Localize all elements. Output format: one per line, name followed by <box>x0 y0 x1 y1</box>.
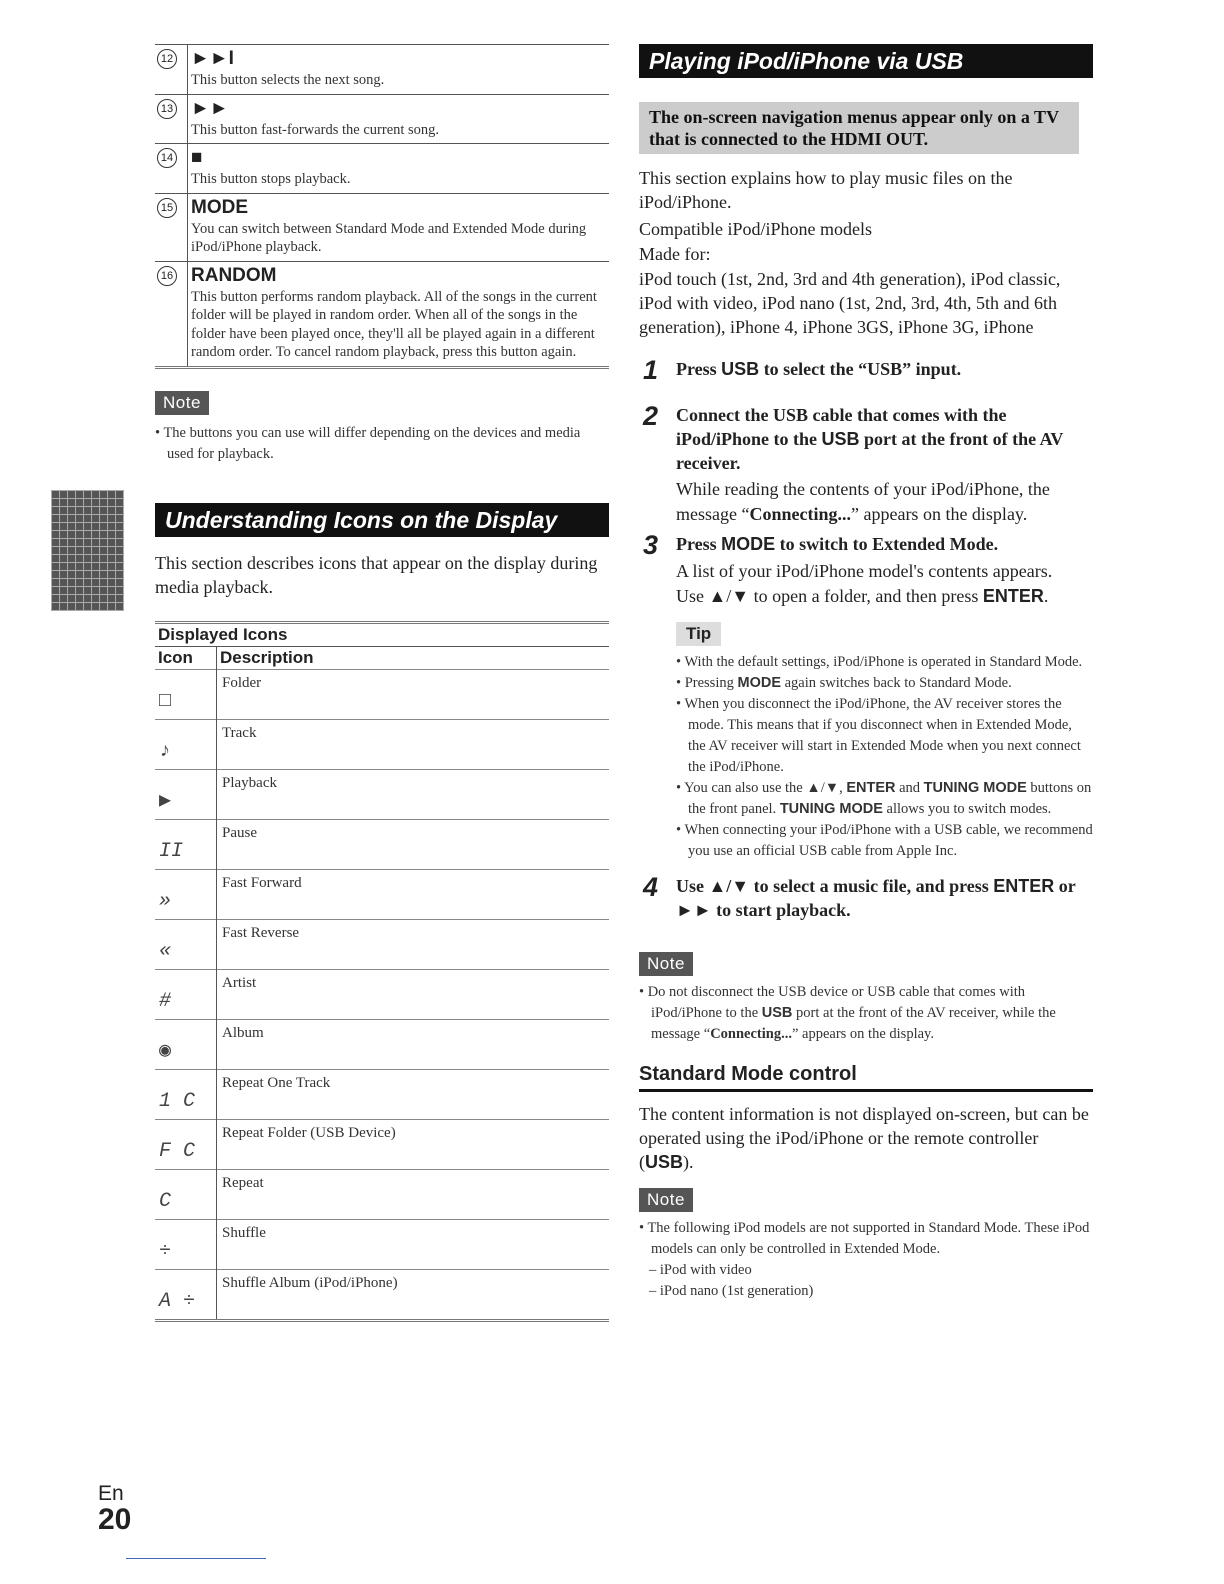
icon-cell <box>155 819 217 869</box>
icon-cell <box>155 719 217 769</box>
note-badge: Note <box>639 952 693 976</box>
list-divider <box>155 366 609 369</box>
key-label: ENTER <box>846 780 896 796</box>
button-description: This button fast-forwards the current song. <box>191 121 440 138</box>
description-cell: Fast Forward <box>217 869 610 919</box>
key-label: USB <box>645 1152 684 1172</box>
display-icon: ◉ <box>159 1039 172 1063</box>
left-note <box>155 391 609 465</box>
table-bottom <box>155 1319 609 1322</box>
key-label: USB <box>721 359 760 379</box>
button-name: RANDOM <box>191 264 277 286</box>
step-number: 1 <box>643 355 659 385</box>
description-cell: Shuffle Album (iPod/iPhone) <box>217 1269 610 1319</box>
icon-cell <box>155 1019 217 1069</box>
button-name: ►►I <box>191 48 234 69</box>
display-icon: A ÷ <box>159 1289 196 1313</box>
table-row <box>155 819 609 869</box>
left-column <box>155 44 609 1322</box>
button-entry <box>155 193 609 261</box>
description-cell: Fast Reverse <box>217 919 610 969</box>
note-text-part: Do not disconnect the USB device or USB cable that comes with iPod/iPhone to the <box>647 984 1026 1021</box>
table-row <box>155 669 609 719</box>
description-cell: Folder <box>217 669 610 719</box>
display-icon: C <box>159 1189 172 1213</box>
standard-mode-text <box>639 1102 1093 1174</box>
tip-text: You can also use the ▲/▼, <box>684 780 847 796</box>
paragraph-text: The content information is not displayed on-screen, but can be operated using the iPod/iPhone or the remote controller ( <box>639 1104 1089 1172</box>
key-label: ENTER <box>982 585 1044 606</box>
ipod-intro: This section explains how to play music files on the iPod/iPhone. <box>639 168 1013 212</box>
tip-badge: Tip <box>676 622 721 646</box>
description-cell: Repeat One Track <box>217 1069 610 1119</box>
step-1 <box>639 355 1093 385</box>
step-number: 4 <box>643 872 659 902</box>
display-icon: ▶ <box>159 789 172 813</box>
table-row <box>155 719 609 769</box>
icon-cell <box>155 869 217 919</box>
paragraph-text: ). <box>683 1152 694 1172</box>
display-icon: « <box>159 939 172 963</box>
note-text: • The following iPod models are not supported in Standard Mode. These iPod models can only be controlled in Extended Mode. <box>639 1218 1093 1260</box>
table-title: Displayed Icons <box>158 624 288 644</box>
step-text: to select the “USB” input. <box>759 359 962 379</box>
table-row <box>155 1019 609 1069</box>
row-divider <box>187 95 188 144</box>
table-row <box>155 1269 609 1319</box>
section-title-icons: Understanding Icons on the Display <box>155 503 609 537</box>
tip-box <box>676 622 1093 862</box>
note-dash-item: – iPod with video <box>649 1262 752 1278</box>
description-cell: Repeat <box>217 1169 610 1219</box>
step-body: Use ▲/▼ to open a folder, and then press <box>676 585 983 606</box>
description-cell: Shuffle <box>217 1219 610 1269</box>
hdmi-note: The on-screen navigation menus appear only on a TV that is connected to the HDMI OUT. <box>639 102 1079 154</box>
note-text <box>639 982 1093 1045</box>
section-title-ipod: Playing iPod/iPhone via USB <box>639 44 1093 78</box>
step-text: Press <box>676 534 722 554</box>
col-desc-header: Description <box>217 646 610 669</box>
icons-table <box>155 624 609 1319</box>
tip-item <box>676 778 1093 820</box>
button-name: ►► <box>191 97 229 119</box>
made-for-label: Made for: <box>639 244 711 264</box>
tip-text: again switches back to Standard Mode. <box>780 675 1012 691</box>
icons-table-wrap <box>155 621 609 1322</box>
step-text: Press <box>676 359 722 379</box>
description-cell: Album <box>217 1019 610 1069</box>
button-number: 13 <box>157 99 177 119</box>
page-number: 20 <box>98 1503 132 1536</box>
note-usb <box>639 952 1093 1045</box>
icon-cell <box>155 1269 217 1319</box>
tip-item: • With the default settings, iPod/iPhone is operated in Standard Mode. <box>676 652 1093 673</box>
step-body: . <box>1043 585 1049 606</box>
icon-cell <box>155 769 217 819</box>
key-label: USB <box>761 1005 793 1021</box>
row-divider <box>187 144 188 193</box>
table-row <box>155 769 609 819</box>
icon-cell <box>155 669 217 719</box>
tip-item <box>676 673 1093 694</box>
button-number: 14 <box>157 148 177 168</box>
icon-cell <box>155 1069 217 1119</box>
description-cell: Repeat Folder (USB Device) <box>217 1119 610 1169</box>
chapter-tab <box>51 490 124 611</box>
tip-text: Pressing <box>684 675 738 691</box>
tip-text: allows you to switch modes. <box>882 801 1052 817</box>
button-description: This button stops playback. <box>191 171 351 187</box>
tip-text: and <box>895 780 924 796</box>
button-description-list <box>155 44 609 366</box>
icon-cell <box>155 1169 217 1219</box>
display-icon: 1 C <box>159 1089 196 1113</box>
button-number: 16 <box>157 266 177 286</box>
icon-cell <box>155 919 217 969</box>
description-cell: Track <box>217 719 610 769</box>
display-icon: □ <box>159 689 172 713</box>
col-icon-header: Icon <box>155 646 217 669</box>
message-text: Connecting... <box>749 503 851 524</box>
compatible-models-heading: Compatible iPod/iPhone models <box>639 219 872 239</box>
message-text: Connecting... <box>710 1026 792 1042</box>
language-label: En <box>98 1482 124 1505</box>
description-cell: Artist <box>217 969 610 1019</box>
tip-item: • When connecting your iPod/iPhone with a USB cable, we recommend you use an official USB cable from Apple Inc. <box>676 820 1093 862</box>
step-text: port at the front of the AV receiver. <box>676 429 1064 473</box>
icon-cell <box>155 1219 217 1269</box>
row-divider <box>187 262 188 366</box>
row-divider <box>187 194 188 261</box>
table-row <box>155 1069 609 1119</box>
table-row <box>155 969 609 1019</box>
step-body: ” appears on the display. <box>850 503 1028 524</box>
step-number: 3 <box>643 530 659 560</box>
key-label: MODE <box>737 675 781 691</box>
row-divider <box>187 45 188 94</box>
description-cell: Pause <box>217 819 610 869</box>
icon-cell <box>155 969 217 1019</box>
button-name: ■ <box>191 147 203 168</box>
note-badge: Note <box>639 1188 693 1212</box>
step-body: While reading the contents of your iPod/iPhone, the message “ <box>676 479 1050 524</box>
step-3 <box>639 532 1093 862</box>
tip-text: buttons on the front panel. <box>688 780 1092 817</box>
description-cell: Playback <box>217 769 610 819</box>
display-icon: ÷ <box>159 1239 172 1263</box>
table-row <box>155 1169 609 1219</box>
key-label: MODE <box>721 534 776 554</box>
step-body: A list of your iPod/iPhone model's contents appears. <box>676 561 1053 581</box>
note-text-part: ” appears on the display. <box>791 1026 934 1042</box>
key-label: ENTER <box>993 876 1055 896</box>
button-entry <box>155 44 609 94</box>
note-text: • The buttons you can use will differ depending on the devices and media used for playback. <box>155 423 609 465</box>
right-column <box>639 44 1093 1302</box>
standard-mode-heading: Standard Mode control <box>639 1063 1093 1092</box>
step-2 <box>639 403 1093 526</box>
step-text: or ►► to start playback. <box>676 876 1076 920</box>
table-row <box>155 869 609 919</box>
button-description: You can switch between Standard Mode and Extended Mode during iPod/iPhone playback. <box>191 220 587 255</box>
button-entry <box>155 143 609 193</box>
button-number: 12 <box>157 49 177 69</box>
note-standard-mode <box>639 1188 1093 1302</box>
step-4 <box>639 874 1093 922</box>
note-dash-item: – iPod nano (1st generation) <box>649 1283 814 1299</box>
button-entry <box>155 261 609 366</box>
display-icon: ♪ <box>159 739 172 763</box>
table-row <box>155 919 609 969</box>
step-text: Use ▲/▼ to select a music file, and press <box>676 876 994 896</box>
button-description: This button selects the next song. <box>191 72 385 88</box>
footer-rule <box>126 1558 266 1559</box>
table-row <box>155 1219 609 1269</box>
display-icon: # <box>159 989 172 1013</box>
table-row <box>155 1119 609 1169</box>
display-icon: II <box>159 839 184 863</box>
button-entry <box>155 94 609 144</box>
button-number: 15 <box>157 198 177 218</box>
display-icon: F C <box>159 1139 196 1163</box>
step-number: 2 <box>643 401 659 431</box>
note-badge: Note <box>155 391 209 415</box>
icon-cell <box>155 1119 217 1169</box>
button-name: MODE <box>191 196 248 218</box>
note-text-part: port at the front of the AV receiver, while the message “ <box>651 1005 1056 1042</box>
key-label: TUNING MODE <box>779 801 883 817</box>
page-footer <box>98 1482 131 1534</box>
key-label: TUNING MODE <box>923 780 1027 796</box>
tip-item: • When you disconnect the iPod/iPhone, the AV receiver stores the mode. This means that if you disconnect when in Extended Mode, the AV receiver will start in Extended Mode when you next connect the iPod/iPhone. <box>676 694 1093 778</box>
step-text: to switch to Extended Mode. <box>775 534 999 554</box>
display-icon: » <box>159 889 172 913</box>
step-text: Connect the USB cable that comes with the iPod/iPhone to the <box>676 405 1007 449</box>
button-description: This button performs random playback. All of the songs in the current folder will be played in random order. When all of the songs in the folder have been played once, they'll all be played again in a different random order. To cancel random playback, press this button again. <box>191 288 597 360</box>
models-list: iPod touch (1st, 2nd, 3rd and 4th generation), iPod classic, iPod with video, iPod nano (1st, 2nd, 3rd, 4th, 5th and 6th generation), iPhone 4, iPhone 3GS, iPhone 3G, iPhone <box>639 269 1061 337</box>
icons-intro: This section describes icons that appear on the display during media playback. <box>155 552 598 597</box>
key-label: USB <box>821 429 860 449</box>
